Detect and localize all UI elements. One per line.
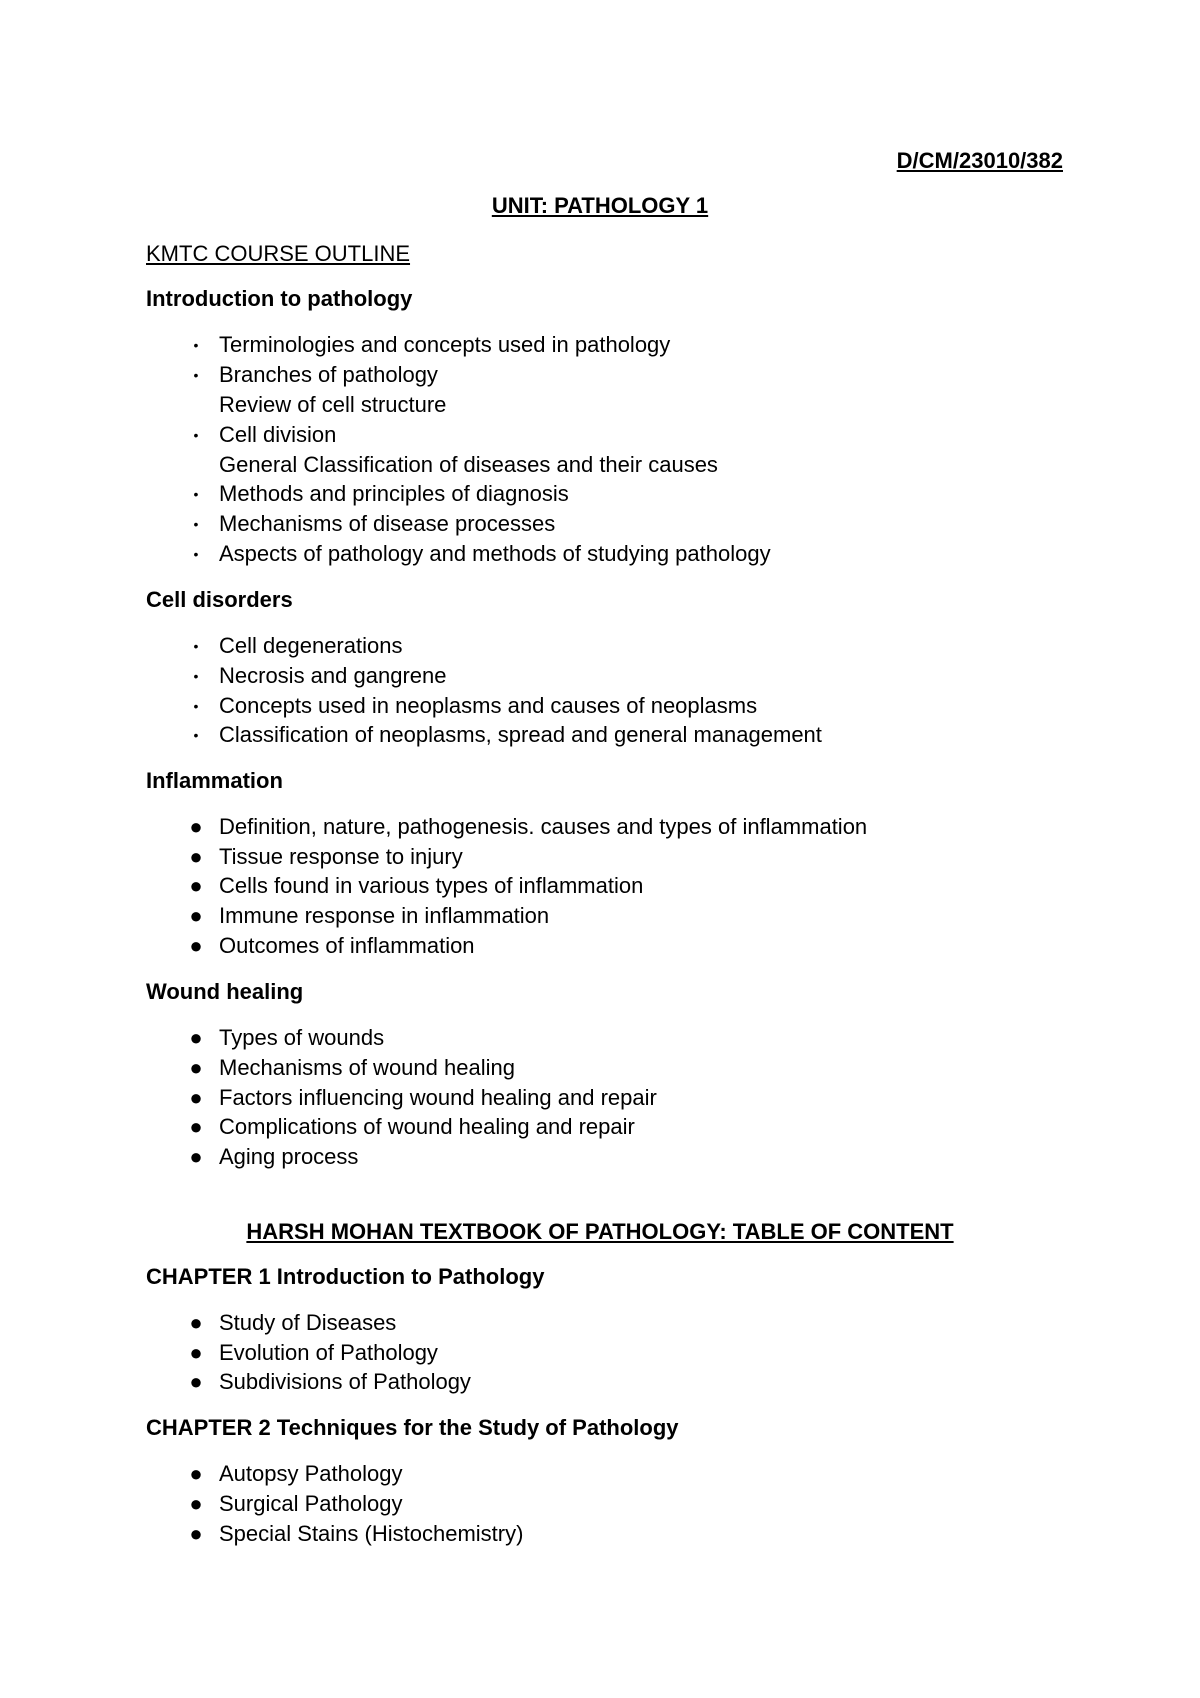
bullet-icon: ● (189, 873, 203, 898)
bullet-icon: • (193, 337, 199, 353)
bullet-icon: ● (189, 1310, 203, 1335)
bullet-icon: ● (189, 814, 203, 839)
list-item-text: Mechanisms of wound healing (219, 1055, 515, 1080)
list-item-text: Cells found in various types of inflammation (219, 873, 644, 898)
bullet-icon: ● (189, 1085, 203, 1110)
bullet-icon: ● (189, 1521, 203, 1546)
list-item-text: General Classification of diseases and their causes (219, 452, 718, 477)
bullet-icon: ● (189, 1369, 203, 1394)
bullet-icon: • (193, 367, 199, 383)
list-item-text: Definition, nature, pathogenesis. causes and types of inflammation (219, 814, 868, 839)
bullet-icon: • (193, 638, 199, 654)
bullet-icon: ● (189, 903, 203, 928)
list-item-text: Outcomes of inflammation (219, 933, 475, 958)
bullet-icon: • (193, 727, 199, 743)
bullet-icon: • (193, 516, 199, 532)
bullet-icon: ● (189, 1491, 203, 1516)
list-item-text: Study of Diseases (219, 1310, 397, 1335)
bullet-icon: ● (189, 1144, 203, 1169)
document-id: D/CM/23010/382 (896, 148, 1063, 173)
list-item-text: Necrosis and gangrene (219, 663, 447, 688)
bullet-icon: • (193, 668, 199, 684)
list-item-text: Special Stains (Histochemistry) (219, 1521, 524, 1546)
list-item-text: Mechanisms of disease processes (219, 511, 556, 536)
list-item-text: Review of cell structure (219, 392, 447, 417)
outline-title: KMTC COURSE OUTLINE (146, 241, 411, 266)
bullet-icon: ● (189, 1114, 203, 1139)
section-heading-cell-disorders: Cell disorders (146, 587, 293, 612)
textbook-title: HARSH MOHAN TEXTBOOK OF PATHOLOGY: TABLE OF CONTENT (246, 1219, 954, 1244)
bullet-icon: ● (189, 844, 203, 869)
section-heading-introduction: Introduction to pathology (146, 286, 413, 311)
section-heading-wound-healing: Wound healing (146, 979, 304, 1004)
list-item-text: Autopsy Pathology (219, 1461, 403, 1486)
bullet-icon: ● (189, 1461, 203, 1486)
list-item-text: Evolution of Pathology (219, 1340, 438, 1365)
list-item-text: Terminologies and concepts used in pathology (219, 332, 671, 357)
list-item-text: Types of wounds (219, 1025, 385, 1050)
list-item-text: Factors influencing wound healing and repair (219, 1085, 657, 1110)
bullet-icon: • (193, 427, 199, 443)
list-item-text: Branches of pathology (219, 362, 438, 387)
bullet-icon: ● (189, 1025, 203, 1050)
section-heading-inflammation: Inflammation (146, 768, 283, 793)
bullet-icon: • (193, 546, 199, 562)
list-item-text: Complications of wound healing and repair (219, 1114, 635, 1139)
bullet-icon: ● (189, 1055, 203, 1080)
list-item-text: Aging process (219, 1144, 359, 1169)
list-item-text: Concepts used in neoplasms and causes of neoplasms (219, 693, 758, 718)
bullet-icon: • (193, 486, 199, 502)
list-item-text: Methods and principles of diagnosis (219, 481, 569, 506)
chapter-heading-2: CHAPTER 2 Techniques for the Study of Pathology (146, 1415, 679, 1440)
list-item-text: Subdivisions of Pathology (219, 1369, 471, 1394)
list-item-text: Classification of neoplasms, spread and general management (219, 722, 822, 747)
bullet-icon: ● (189, 1340, 203, 1365)
list-item-text: Cell division (219, 422, 337, 447)
list-item-text: Tissue response to injury (219, 844, 463, 869)
bullet-icon: ● (189, 933, 203, 958)
chapter-heading-1: CHAPTER 1 Introduction to Pathology (146, 1264, 545, 1289)
list-item-text: Surgical Pathology (219, 1491, 403, 1516)
unit-title: UNIT: PATHOLOGY 1 (491, 193, 709, 218)
list-item-text: Aspects of pathology and methods of studying pathology (219, 541, 771, 566)
bullet-icon: • (193, 698, 199, 714)
list-item-text: Immune response in inflammation (219, 903, 550, 928)
list-item-text: Cell degenerations (219, 633, 403, 658)
